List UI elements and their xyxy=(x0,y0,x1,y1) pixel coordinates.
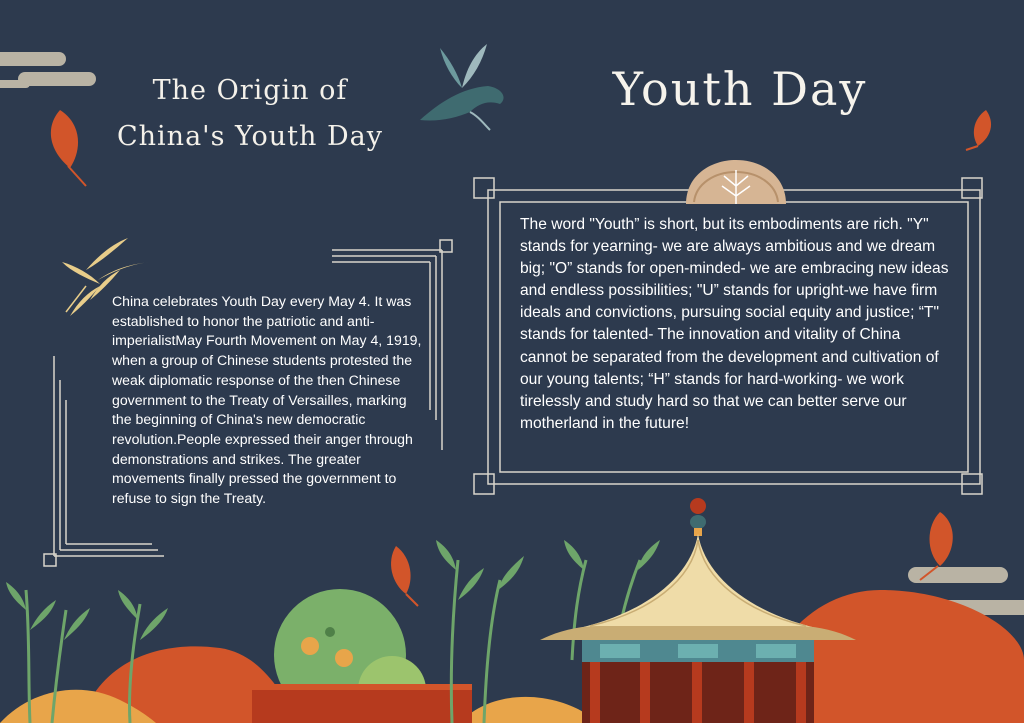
left-title xyxy=(100,68,400,160)
pavilion-icon xyxy=(540,498,856,723)
hills-background xyxy=(0,589,1024,723)
fan-ornament-icon xyxy=(686,160,786,204)
origin-paragraph: China celebrates Youth Day every May 4. It was established to honor the patriotic and anti-imperialistMay Fourth Movement on May 4, 1919, when a group of Chinese students protested the weak diplomatic response of the then Chinese government to the Treaty of Versailles, marking the beginning of China's new democratic revolution.People expressed their anger through demonstrations and strikes. The greater movements finally pressed the government to refuse to sign the Treaty. xyxy=(112,293,422,507)
youth-meaning-paragraph: The word "Youth” is short, but its embodiments are rich. "Y" stands for yearning- we are always ambitious and we dream big; "O” stands for open-minded- we are embracing new ideas and endless possibilities; "U” stands for upright-we have firm ideals and convictions, pursuing social equity and justice; “T" stands for talented- The innovation and vitality of China cannot be separated from the development and cultivation of our young talents; “H” stands for hard-working- we work tirelessly and study hard so that we can better serve our motherland in the future! xyxy=(520,216,949,432)
leaf-icon xyxy=(51,110,86,186)
cloud-icon xyxy=(0,52,96,88)
left-title-line1: The Origin of xyxy=(152,75,348,106)
bird-icon xyxy=(420,44,504,130)
page-title: Youth Day xyxy=(612,62,868,116)
leaf-icon xyxy=(391,546,418,606)
left-title-line2: China's Youth Day xyxy=(117,121,383,152)
leaf-icon xyxy=(966,110,991,150)
